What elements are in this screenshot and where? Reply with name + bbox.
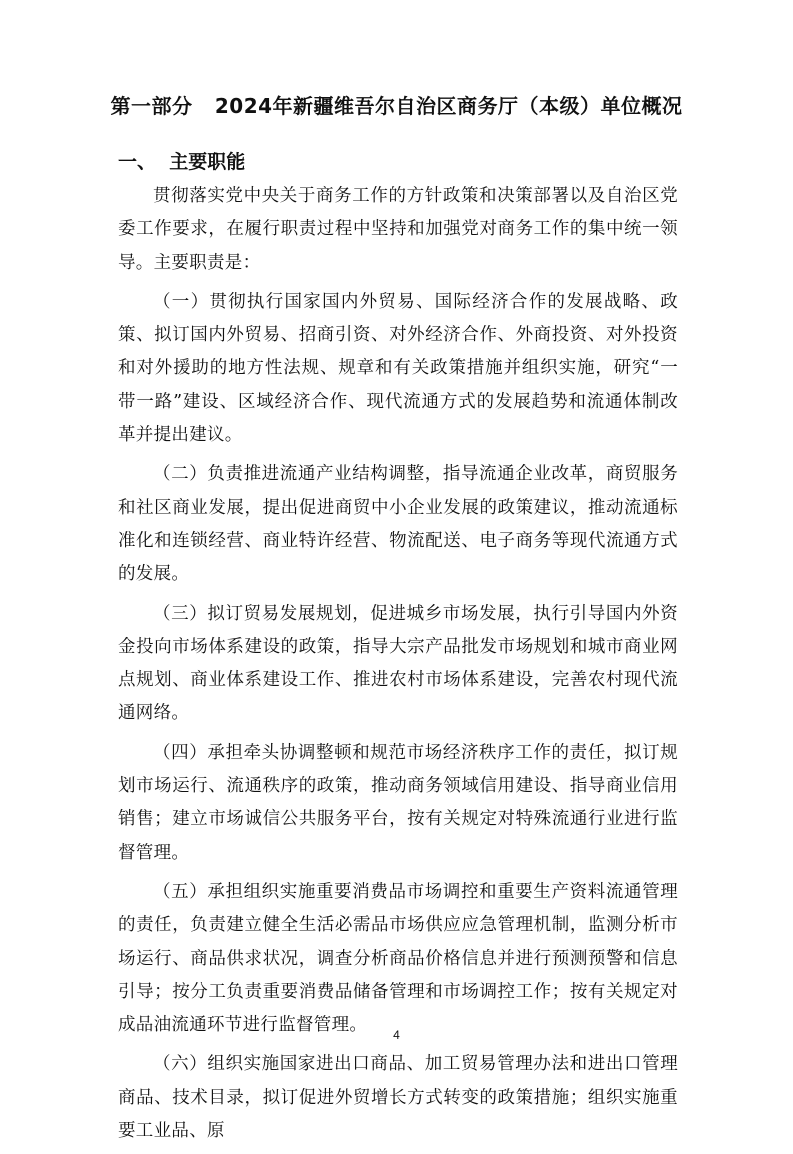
page-number: 4 xyxy=(393,1028,400,1042)
paragraph-duty-1: （一）贯彻执行国家国内外贸易、国际经济合作的发展战略、政策、拟订国内外贸易、招商引资、对外经济合作、外商投资、对外投资和对外援助的地方性法规、规章和有关政策措施并组织实施，研究“一带一路”建设、区域经济合作、现代流通方式的发展趋势和流通体制改革并提出建议。 xyxy=(118,291,678,446)
paragraph-duty-4: （四）承担牵头协调整顿和规范市场经济秩序工作的责任，拟订规划市场运行、流通秩序的政策，推动商务领域信用建设、指导商业信用销售；建立市场诚信公共服务平台，按有关规定对特殊流通行业进行监督管理。 xyxy=(118,742,678,863)
paragraph-duty-5: （五）承担组织实施重要消费品市场调控和重要生产资料流通管理的责任，负责建立健全生活必需品市场供应应急管理机制，监测分析市场运行、商品供求状况，调查分析商品价格信息并进行预测预警和信息引导；按分工负责重要消费品储备管理和市场调控工作；按有关规定对成品油流通环节进行监督管理。 xyxy=(118,881,678,1036)
section-heading: 一、 主要职能 xyxy=(118,151,246,173)
body-text xyxy=(118,180,678,1154)
page-title: 第一部分 2024年新疆维吾尔自治区商务厅（本级）单位概况 xyxy=(110,94,683,118)
paragraph-intro: 贯彻落实党中央关于商务工作的方针政策和决策部署以及自治区党委工作要求，在履行职责过程中坚持和加强党对商务工作的集中统一领导。主要职责是： xyxy=(118,186,678,273)
paragraph-duty-2: （二）负责推进流通产业结构调整，指导流通企业改革，商贸服务和社区商业发展，提出促进商贸中小企业发展的政策建议，推动流通标准化和连锁经营、商业特许经营、物流配送、电子商务等现代流通方式的发展。 xyxy=(118,464,678,585)
paragraph-duty-3: （三）拟订贸易发展规划，促进城乡市场发展，执行引导国内外资金投向市场体系建设的政策，指导大宗产品批发市场规划和城市商业网点规划、商业体系建设工作、推进农村市场体系建设，完善农村现代流通网络。 xyxy=(118,603,678,724)
paragraph-duty-6: （六）组织实施国家进出口商品、加工贸易管理办法和进出口管理商品、技术目录，拟订促进外贸增长方式转变的政策措施；组织实施重要工业品、原 xyxy=(118,1054,678,1142)
